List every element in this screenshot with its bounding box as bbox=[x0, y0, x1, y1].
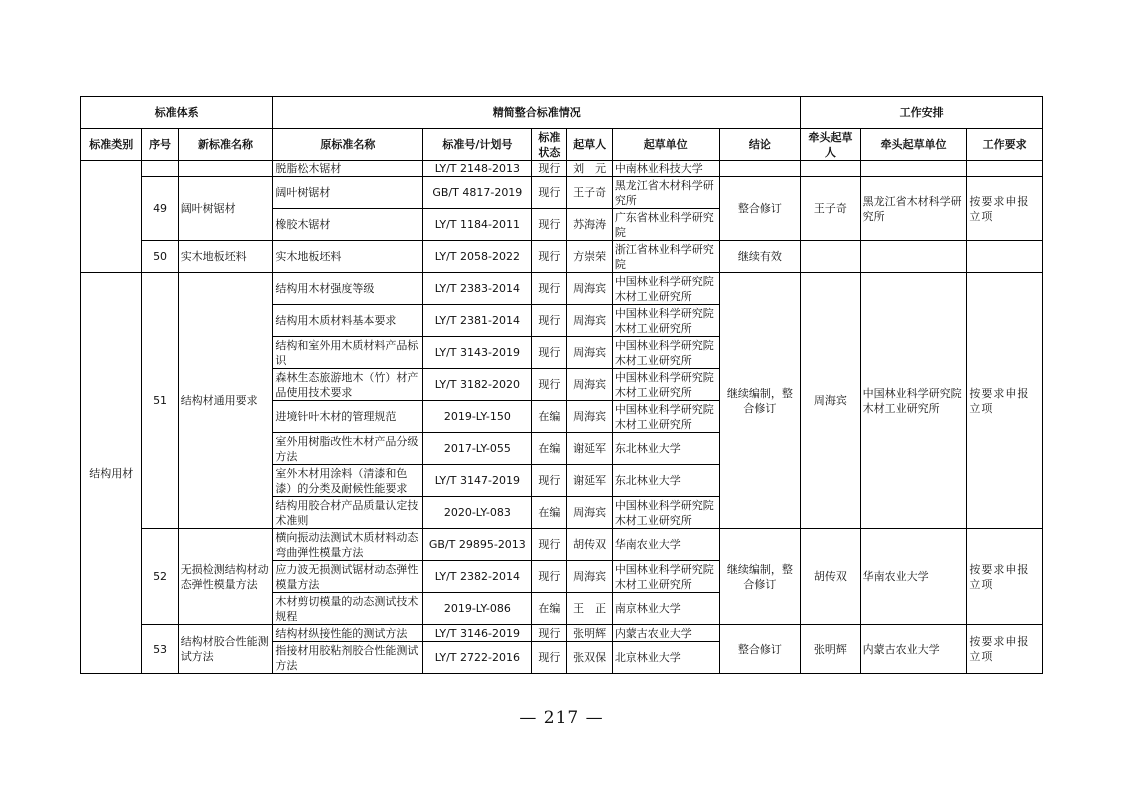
status-cell: 现行 bbox=[532, 305, 567, 337]
orig-name-cell: 结构用木材强度等级 bbox=[273, 273, 423, 305]
table-row bbox=[81, 177, 1043, 209]
requirement-cell: 按要求申报立项 bbox=[967, 625, 1043, 674]
new-name-cell: 阔叶树锯材 bbox=[178, 177, 273, 241]
conclusion-cell: 整合修订 bbox=[719, 177, 801, 241]
orig-name-cell: 结构材纵接性能的测试方法 bbox=[273, 625, 423, 642]
status-cell: 现行 bbox=[532, 625, 567, 642]
status-cell: 现行 bbox=[532, 177, 567, 209]
drafter-cell: 周海宾 bbox=[567, 369, 612, 401]
unit-cell: 北京林业大学 bbox=[612, 642, 719, 674]
orig-name-cell: 横向振动法测试木质材料动态弯曲弹性模量方法 bbox=[273, 529, 423, 561]
std-no-cell: 2019-LY-086 bbox=[423, 593, 532, 625]
lead-unit-cell-empty bbox=[860, 161, 967, 177]
drafter-cell: 王子奇 bbox=[567, 177, 612, 209]
unit-cell: 中国林业科学研究院木材工业研究所 bbox=[612, 273, 719, 305]
std-no-cell: LY/T 2383-2014 bbox=[423, 273, 532, 305]
col-lead-drafter: 牵头起草人 bbox=[801, 129, 860, 161]
lead-unit-cell: 内蒙古农业大学 bbox=[860, 625, 967, 674]
requirement-cell: 按要求申报立项 bbox=[967, 273, 1043, 529]
orig-name-cell: 脱脂松木锯材 bbox=[273, 161, 423, 177]
std-no-cell: GB/T 29895-2013 bbox=[423, 529, 532, 561]
col-new-name: 新标准名称 bbox=[178, 129, 273, 161]
drafter-cell: 刘 元 bbox=[567, 161, 612, 177]
std-no-cell: LY/T 2722-2016 bbox=[423, 642, 532, 674]
unit-cell: 中南林业科技大学 bbox=[612, 161, 719, 177]
drafter-cell: 张双保 bbox=[567, 642, 612, 674]
orig-name-cell: 实木地板坯料 bbox=[273, 241, 423, 273]
std-no-cell: LY/T 3146-2019 bbox=[423, 625, 532, 642]
lead-drafter-cell: 张明辉 bbox=[801, 625, 860, 674]
std-no-cell: LY/T 2381-2014 bbox=[423, 305, 532, 337]
seq-cell: 51 bbox=[142, 273, 178, 529]
status-cell: 现行 bbox=[532, 642, 567, 674]
col-status: 标准状态 bbox=[532, 129, 567, 161]
status-cell: 现行 bbox=[532, 561, 567, 593]
status-cell: 现行 bbox=[532, 241, 567, 273]
status-cell: 在编 bbox=[532, 497, 567, 529]
header-standard-system: 标准体系 bbox=[81, 97, 273, 129]
orig-name-cell: 室外用树脂改性木材产品分级方法 bbox=[273, 433, 423, 465]
unit-cell: 中国林业科学研究院木材工业研究所 bbox=[612, 305, 719, 337]
seq-cell: 53 bbox=[142, 625, 178, 674]
status-cell: 现行 bbox=[532, 209, 567, 241]
unit-cell: 中国林业科学研究院木材工业研究所 bbox=[612, 561, 719, 593]
requirement-cell: 按要求申报立项 bbox=[967, 177, 1043, 241]
conclusion-cell-empty bbox=[719, 161, 801, 177]
lead-drafter-cell: 胡传双 bbox=[801, 529, 860, 625]
std-no-cell: LY/T 3182-2020 bbox=[423, 369, 532, 401]
table-row bbox=[81, 529, 1043, 561]
new-name-cell: 无损检测结构材动态弹性模量方法 bbox=[178, 529, 273, 625]
lead-drafter-cell: 王子奇 bbox=[801, 177, 860, 241]
new-name-cell: 实木地板坯料 bbox=[178, 241, 273, 273]
unit-cell: 内蒙古农业大学 bbox=[612, 625, 719, 642]
requirement-cell: 按要求申报立项 bbox=[967, 529, 1043, 625]
table-row bbox=[81, 241, 1043, 273]
orig-name-cell: 结构和室外用木质材料产品标识 bbox=[273, 337, 423, 369]
col-category: 标准类别 bbox=[81, 129, 142, 161]
unit-cell: 中国林业科学研究院木材工业研究所 bbox=[612, 337, 719, 369]
status-cell: 现行 bbox=[532, 529, 567, 561]
drafter-cell: 周海宾 bbox=[567, 497, 612, 529]
drafter-cell: 谢延军 bbox=[567, 433, 612, 465]
status-cell: 现行 bbox=[532, 337, 567, 369]
status-cell: 现行 bbox=[532, 273, 567, 305]
new-name-cell-empty bbox=[178, 161, 273, 177]
table-row bbox=[81, 625, 1043, 642]
table-row bbox=[81, 161, 1043, 177]
col-std-no: 标准号/计划号 bbox=[423, 129, 532, 161]
std-no-cell: 2020-LY-083 bbox=[423, 497, 532, 529]
unit-cell: 南京林业大学 bbox=[612, 593, 719, 625]
std-no-cell: LY/T 1184-2011 bbox=[423, 209, 532, 241]
std-no-cell: LY/T 2148-2013 bbox=[423, 161, 532, 177]
std-no-cell: 2017-LY-055 bbox=[423, 433, 532, 465]
lead-drafter-cell: 周海宾 bbox=[801, 273, 860, 529]
header-streamline-situation: 精简整合标准情况 bbox=[273, 97, 801, 129]
col-seq: 序号 bbox=[142, 129, 178, 161]
unit-cell: 华南农业大学 bbox=[612, 529, 719, 561]
orig-name-cell: 结构用木质材料基本要求 bbox=[273, 305, 423, 337]
req-cell-empty bbox=[967, 161, 1043, 177]
col-conclusion: 结论 bbox=[719, 129, 801, 161]
new-name-cell: 结构材通用要求 bbox=[178, 273, 273, 529]
seq-cell: 52 bbox=[142, 529, 178, 625]
std-no-cell: LY/T 3147-2019 bbox=[423, 465, 532, 497]
header-column-row bbox=[81, 129, 1043, 161]
seq-cell: 50 bbox=[142, 241, 178, 273]
col-drafter: 起草人 bbox=[567, 129, 612, 161]
drafter-cell: 周海宾 bbox=[567, 561, 612, 593]
orig-name-cell: 森林生态旅游地木（竹）材产品使用技术要求 bbox=[273, 369, 423, 401]
unit-cell: 黑龙江省木材科学研究所 bbox=[612, 177, 719, 209]
unit-cell: 浙江省林业科学研究院 bbox=[612, 241, 719, 273]
std-no-cell: LY/T 3143-2019 bbox=[423, 337, 532, 369]
drafter-cell: 周海宾 bbox=[567, 305, 612, 337]
lead-cell-empty bbox=[801, 161, 860, 177]
orig-name-cell: 室外木材用涂料（清漆和色漆）的分类及耐候性能要求 bbox=[273, 465, 423, 497]
req-cell-empty bbox=[967, 241, 1043, 273]
orig-name-cell: 阔叶树锯材 bbox=[273, 177, 423, 209]
seq-cell: 49 bbox=[142, 177, 178, 241]
lead-unit-cell: 中国林业科学研究院木材工业研究所 bbox=[860, 273, 967, 529]
drafter-cell: 张明辉 bbox=[567, 625, 612, 642]
new-name-cell: 结构材胶合性能测试方法 bbox=[178, 625, 273, 674]
drafter-cell: 周海宾 bbox=[567, 273, 612, 305]
status-cell: 在编 bbox=[532, 433, 567, 465]
orig-name-cell: 结构用胶合材产品质量认定技术准则 bbox=[273, 497, 423, 529]
std-no-cell: LY/T 2382-2014 bbox=[423, 561, 532, 593]
drafter-cell: 苏海涛 bbox=[567, 209, 612, 241]
status-cell: 现行 bbox=[532, 465, 567, 497]
unit-cell: 东北林业大学 bbox=[612, 433, 719, 465]
drafter-cell: 周海宾 bbox=[567, 337, 612, 369]
drafter-cell: 王 正 bbox=[567, 593, 612, 625]
orig-name-cell: 应力波无损测试锯材动态弹性模量方法 bbox=[273, 561, 423, 593]
conclusion-cell: 整合修订 bbox=[719, 625, 801, 674]
unit-cell: 中国林业科学研究院木材工业研究所 bbox=[612, 401, 719, 433]
std-no-cell: LY/T 2058-2022 bbox=[423, 241, 532, 273]
orig-name-cell: 进境针叶木材的管理规范 bbox=[273, 401, 423, 433]
col-unit: 起草单位 bbox=[612, 129, 719, 161]
lead-unit-cell-empty bbox=[860, 241, 967, 273]
standards-table bbox=[80, 96, 1043, 674]
orig-name-cell: 木材剪切模量的动态测试技术规程 bbox=[273, 593, 423, 625]
std-no-cell: 2019-LY-150 bbox=[423, 401, 532, 433]
drafter-cell: 谢延军 bbox=[567, 465, 612, 497]
unit-cell: 广东省林业科学研究院 bbox=[612, 209, 719, 241]
lead-cell-empty bbox=[801, 241, 860, 273]
drafter-cell: 周海宾 bbox=[567, 401, 612, 433]
page-number: — 217 — bbox=[519, 708, 604, 728]
status-cell: 在编 bbox=[532, 593, 567, 625]
unit-cell: 中国林业科学研究院木材工业研究所 bbox=[612, 497, 719, 529]
col-requirement: 工作要求 bbox=[967, 129, 1043, 161]
category-cell-empty bbox=[81, 161, 142, 273]
conclusion-cell: 继续编制，整合修订 bbox=[719, 529, 801, 625]
header-group-row bbox=[81, 97, 1043, 129]
table-row bbox=[81, 273, 1043, 305]
seq-cell-empty bbox=[142, 161, 178, 177]
col-orig-name: 原标准名称 bbox=[273, 129, 423, 161]
unit-cell: 东北林业大学 bbox=[612, 465, 719, 497]
status-cell: 现行 bbox=[532, 369, 567, 401]
drafter-cell: 方崇荣 bbox=[567, 241, 612, 273]
orig-name-cell: 橡胶木锯材 bbox=[273, 209, 423, 241]
header-work-arrangement: 工作安排 bbox=[801, 97, 1043, 129]
lead-unit-cell: 黑龙江省木材科学研究所 bbox=[860, 177, 967, 241]
drafter-cell: 胡传双 bbox=[567, 529, 612, 561]
orig-name-cell: 指接材用胶粘剂胶合性能测试方法 bbox=[273, 642, 423, 674]
std-no-cell: GB/T 4817-2019 bbox=[423, 177, 532, 209]
status-cell: 现行 bbox=[532, 161, 567, 177]
status-cell: 在编 bbox=[532, 401, 567, 433]
lead-unit-cell: 华南农业大学 bbox=[860, 529, 967, 625]
col-lead-unit: 牵头起草单位 bbox=[860, 129, 967, 161]
conclusion-cell: 继续有效 bbox=[719, 241, 801, 273]
conclusion-cell: 继续编制，整合修订 bbox=[719, 273, 801, 529]
unit-cell: 中国林业科学研究院木材工业研究所 bbox=[612, 369, 719, 401]
category-cell: 结构用材 bbox=[81, 273, 142, 674]
